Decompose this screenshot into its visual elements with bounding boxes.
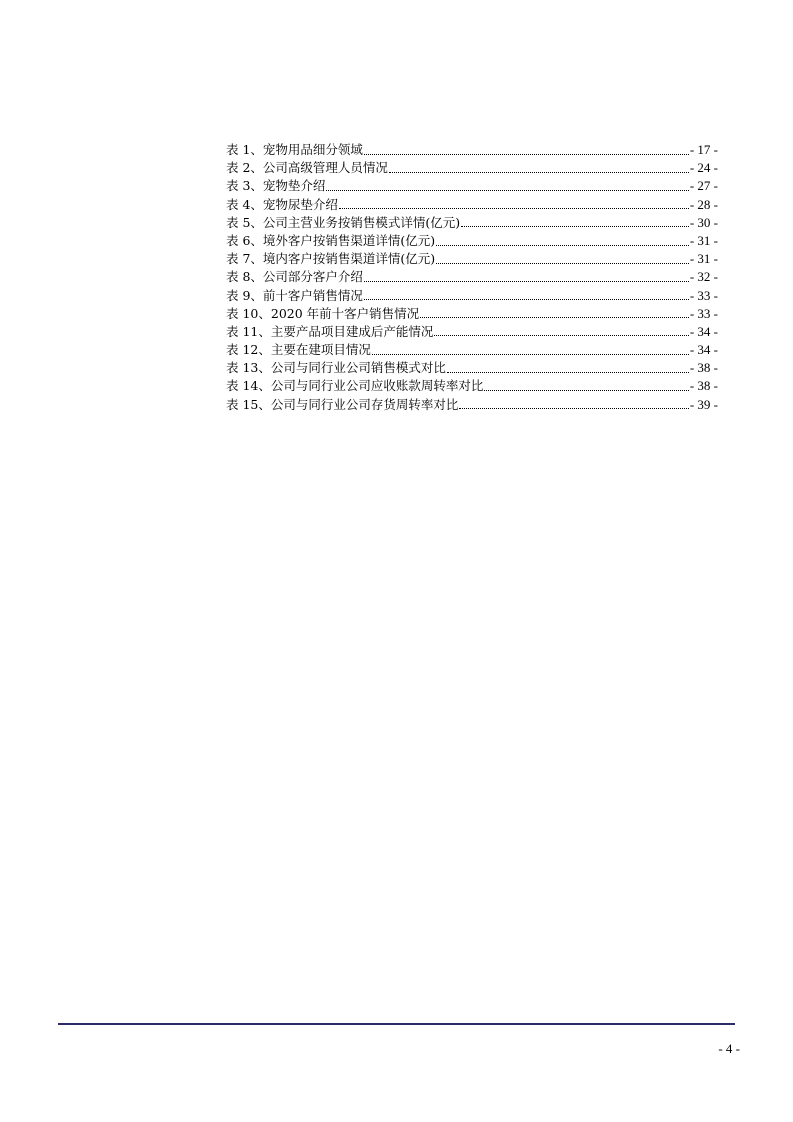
dot-leader bbox=[436, 245, 689, 246]
toc-entry-label[interactable]: 表 14、公司与同行业公司应收账款周转率对比 bbox=[226, 378, 484, 394]
toc-entry-page[interactable]: - 24 - bbox=[689, 160, 718, 176]
dot-leader bbox=[436, 263, 689, 264]
toc-entry-label[interactable]: 表 5、公司主营业务按销售模式详情(亿元) bbox=[226, 214, 461, 230]
toc-entry[interactable] bbox=[226, 250, 718, 268]
dot-leader bbox=[339, 208, 689, 209]
toc-entry[interactable] bbox=[226, 196, 718, 214]
toc-entry-page[interactable]: - 38 - bbox=[689, 360, 718, 376]
toc-entry-page[interactable]: - 33 - bbox=[689, 287, 718, 303]
toc-entry-label[interactable]: 表 15、公司与同行业公司存货周转率对比 bbox=[226, 396, 459, 412]
toc-entry-page[interactable]: - 34 - bbox=[689, 323, 718, 339]
dot-leader bbox=[364, 299, 689, 300]
dot-leader bbox=[459, 408, 688, 409]
toc-entry-label[interactable]: 表 1、宠物用品细分领域 bbox=[226, 142, 363, 157]
toc-entry[interactable] bbox=[226, 396, 718, 414]
toc-entry[interactable] bbox=[226, 177, 718, 195]
dot-leader bbox=[364, 154, 689, 155]
toc-entry-page[interactable]: - 30 - bbox=[689, 214, 718, 230]
toc-entry-page[interactable]: - 31 - bbox=[689, 251, 718, 267]
toc-entry[interactable] bbox=[226, 214, 718, 232]
toc-entry[interactable] bbox=[226, 359, 718, 377]
toc-entry-label[interactable]: 表 11、主要产品项目建成后产能情况 bbox=[226, 323, 434, 339]
dot-leader bbox=[389, 172, 689, 173]
toc-entry-label[interactable]: 表 8、公司部分客户介绍 bbox=[226, 269, 363, 285]
toc-entry-label[interactable]: 表 2、公司高级管理人员情况 bbox=[226, 160, 388, 176]
toc-entry-label[interactable]: 表 10、2020 年前十客户销售情况 bbox=[226, 305, 420, 321]
table-of-tables bbox=[226, 141, 718, 414]
dot-leader bbox=[372, 354, 689, 355]
toc-entry-page[interactable]: - 38 - bbox=[689, 378, 718, 394]
toc-entry-label[interactable]: 表 7、境内客户按销售渠道详情(亿元) bbox=[226, 251, 436, 267]
dot-leader bbox=[484, 390, 688, 391]
toc-entry-label[interactable]: 表 12、主要在建项目情况 bbox=[226, 342, 371, 358]
toc-entry-page[interactable]: - 17 - bbox=[689, 142, 718, 157]
dot-leader bbox=[326, 190, 688, 191]
toc-entry[interactable] bbox=[226, 159, 718, 177]
toc-entry[interactable] bbox=[226, 141, 718, 159]
toc-entry[interactable] bbox=[226, 323, 718, 341]
dot-leader bbox=[447, 372, 689, 373]
dot-leader bbox=[434, 335, 688, 336]
toc-entry-label[interactable]: 表 4、宠物尿垫介绍 bbox=[226, 196, 338, 212]
dot-leader bbox=[420, 317, 689, 318]
toc-entry-label[interactable]: 表 9、前十客户销售情况 bbox=[226, 287, 363, 303]
toc-entry-page[interactable]: - 34 - bbox=[689, 342, 718, 358]
dot-leader bbox=[364, 281, 689, 282]
toc-entry[interactable] bbox=[226, 305, 718, 323]
toc-entry[interactable] bbox=[226, 232, 718, 250]
toc-entry[interactable] bbox=[226, 287, 718, 305]
toc-entry-page[interactable]: - 31 - bbox=[689, 232, 718, 248]
dot-leader bbox=[461, 226, 689, 227]
page-number: - 4 - bbox=[718, 1041, 740, 1056]
footer-rule bbox=[58, 1023, 735, 1025]
toc-entry-page[interactable]: - 33 - bbox=[689, 305, 718, 321]
toc-entry-label[interactable]: 表 13、公司与同行业公司销售模式对比 bbox=[226, 360, 446, 376]
toc-entry[interactable] bbox=[226, 377, 718, 395]
toc-entry-page[interactable]: - 27 - bbox=[689, 178, 718, 194]
toc-entry-page[interactable]: - 32 - bbox=[689, 269, 718, 285]
toc-entry[interactable] bbox=[226, 268, 718, 286]
toc-entry-page[interactable]: - 28 - bbox=[689, 196, 718, 212]
toc-entry[interactable] bbox=[226, 341, 718, 359]
toc-entry-label[interactable]: 表 3、宠物垫介绍 bbox=[226, 178, 326, 194]
toc-entry-page[interactable]: - 39 - bbox=[689, 396, 718, 412]
toc-entry-label[interactable]: 表 6、境外客户按销售渠道详情(亿元) bbox=[226, 232, 436, 248]
